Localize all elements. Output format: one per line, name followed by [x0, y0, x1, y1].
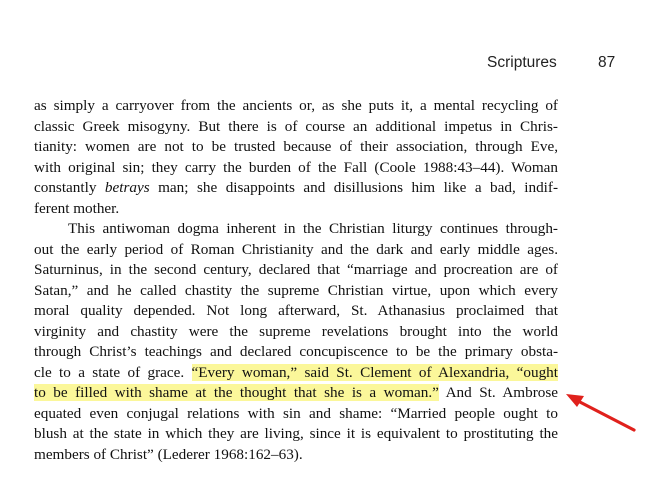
text-line: Saturninus, in the second century, declared that “marriage and procreation are of	[34, 261, 558, 278]
text-line	[34, 178, 558, 199]
text-run: And St. Ambrose	[438, 384, 559, 401]
text-line	[34, 383, 558, 404]
text-line: classic Greek misogyny. But there is of course an additional impetus in Chris-	[34, 117, 558, 135]
highlighted-quote: “Every woman,” said St. Clement of Alexandria, “ought	[191, 363, 558, 381]
text-line: moral quality depended. Not long afterward, St. Athanasius proclaimed that	[34, 302, 558, 319]
emphasis-betrays: betrays	[104, 179, 150, 196]
text-line: through Christ’s teachings and declared concupiscence to be the primary obsta-	[34, 343, 558, 360]
text-line: as simply a carryover from the ancients or, as she puts it, a mental recycling of	[34, 97, 558, 114]
text-line: equated even conjugal relations with sin and shame: “Married people ought to	[34, 404, 558, 422]
highlighted-quote: to be filled with shame at the thought that she is a woman.”	[34, 384, 439, 401]
paragraph-1	[34, 96, 558, 219]
text-line	[34, 363, 558, 384]
text-line: blush at the state in which they are living, since it is equivalent to prostituting the	[34, 425, 558, 442]
red-arrow-icon	[560, 388, 640, 438]
text-line: members of Christ” (Lederer 1968:162–63).	[34, 445, 303, 463]
text-line: with original sin; they carry the burden of the Fall (Coole 1988:43–44). Woman	[34, 158, 558, 176]
text-run: cle to a state of grace.	[34, 363, 192, 381]
text-line: virginity and chastity were the supreme revelations brought into the world	[34, 322, 558, 340]
text-line: tianity: women are not to be trusted because of their association, through Eve,	[34, 138, 558, 155]
running-head	[0, 54, 670, 76]
section-title: Scriptures	[487, 54, 557, 71]
text-run: man; she disappoints and disillusions him like a bad, indif-	[149, 179, 558, 196]
body-text	[34, 96, 558, 465]
paragraph-2	[34, 219, 558, 465]
page-number: 87	[598, 54, 616, 71]
text-line: Satan,” and he called chastity the supreme Christian virtue, upon which every	[34, 281, 558, 299]
text-line: ferent mother.	[34, 199, 120, 217]
text-line: out the early period of Roman Christianity and the dark and early middle ages.	[34, 240, 558, 258]
text-line: This antiwoman dogma inherent in the Christian liturgy continues through-	[68, 220, 558, 237]
text-run: constantly	[34, 179, 105, 196]
